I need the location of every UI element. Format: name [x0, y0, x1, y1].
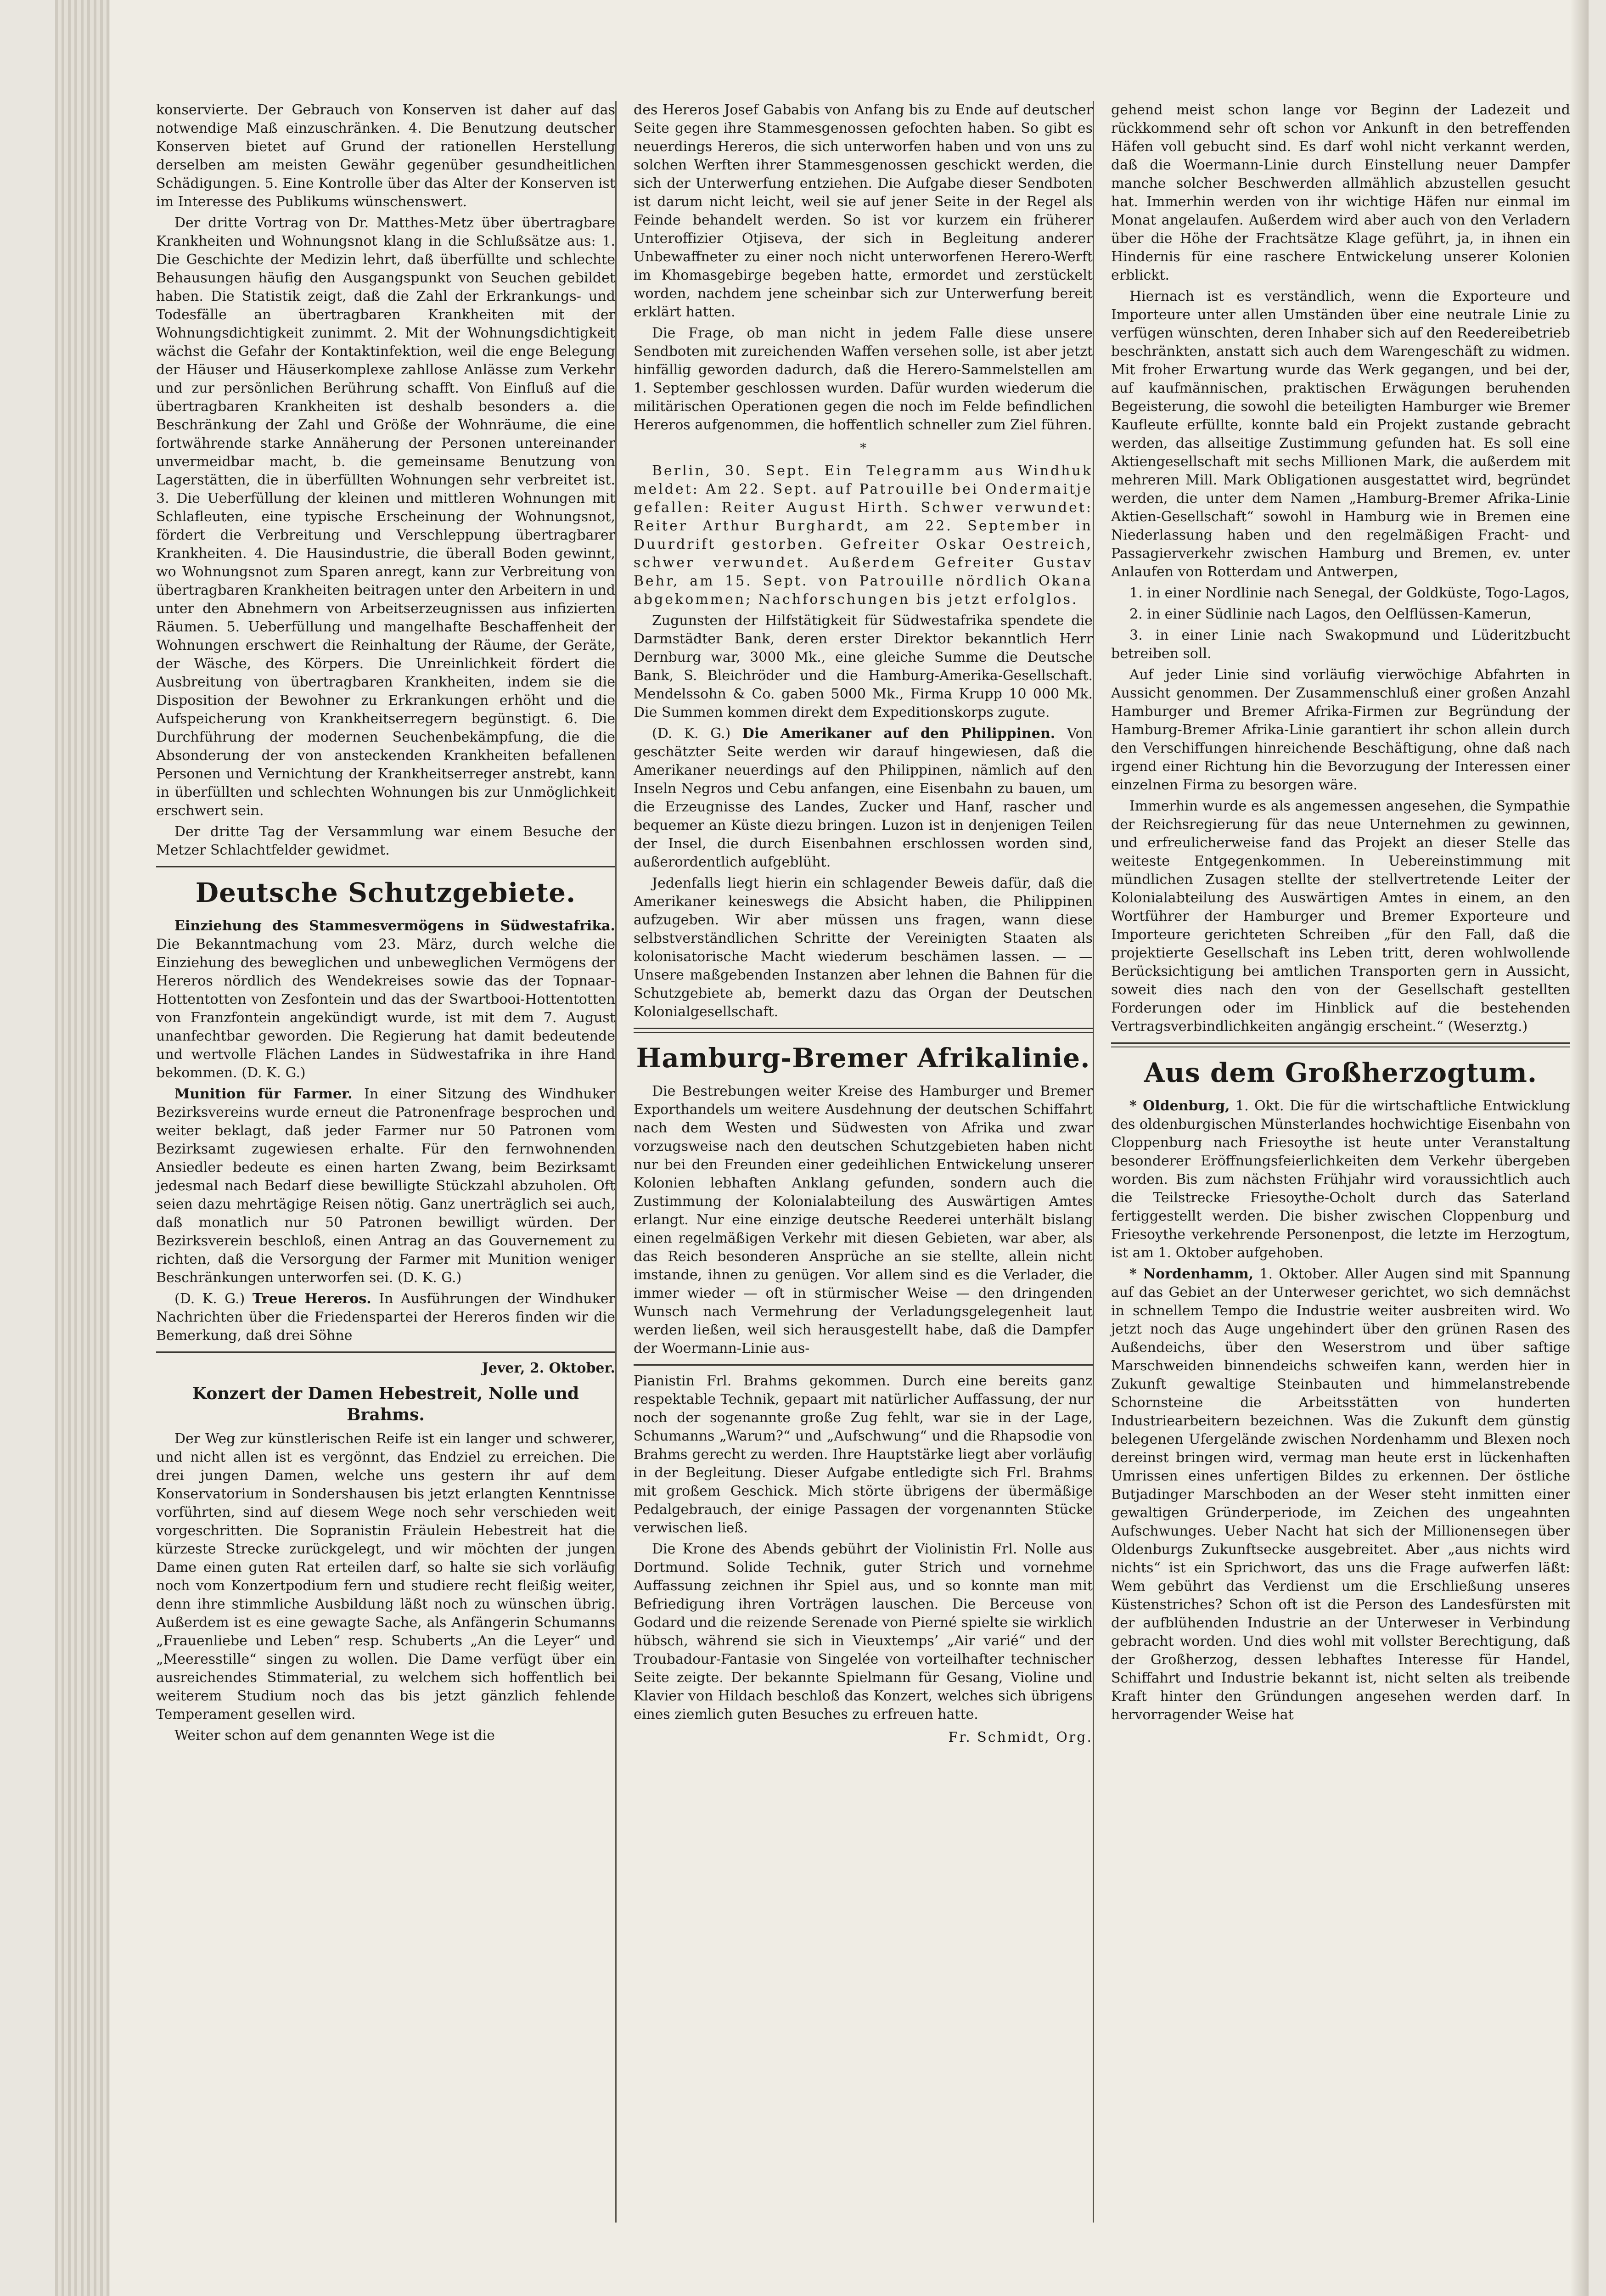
- section-rule: [634, 1028, 1093, 1033]
- section-heading: Hamburg-Bremer Afrikalinie.: [636, 1042, 1090, 1074]
- author-signature: Fr. Schmidt, Org.: [948, 1729, 1093, 1745]
- newspaper-page: [55, 0, 1589, 2296]
- article-paragraph: konservierte. Der Gebrauch von Konserven ist daher auf das notwendige Maß einzuschränken. 4. Die Benutzung deutscher Konserven bietet auf Grund der rationellen Herstellung derselben am meisten Gewähr gegenüber gesundheitlichen Schädigungen. 5. Eine Kontrolle über das Alter der Konserven ist im Interesse des Publikums wünschenswert.: [156, 102, 615, 210]
- list-item: 2. in einer Südlinie nach Lagos, den Oelflüssen-Kamerun,: [1129, 606, 1532, 622]
- page-binding: [55, 0, 110, 2296]
- item-text: In einer Sitzung des Windhuker Bezirksvereins wurde erneut die Patronenfrage besprochen und weiter beklagt, daß jeder Farmer nur 50 Patronen vom Bezirksamt zugewiesen erhalte. Für den fernwohnenden Ansiedler bedeute es einen harten Zwang, beim Bezirksamt jedesmal nach Bedarf diese bewilligte Stückzahl abzuholen. Oft seien dazu mehrtägige Reisen nötig. Ganz unerträglich sei auch, daß monatlich nur 50 Patronen bewilligt würden. Der Bezirksverein beschloß, einen Antrag an das Gouvernement zu richten, daß die Versorgung der Farmer mit Munition weniger Beschränkungen unterworfen sei. (D. K. G.): [156, 1086, 615, 1286]
- article-paragraph: des Hereros Josef Gababis von Anfang bis zu Ende auf deutscher Seite gegen ihre Stammesgenossen gefochten haben. So gibt es neuerdings Hereros, die sich unterworfen haben und von uns zu solchen Werften ihrer Stammesgenossen geschickt werden, die sich der Unterwerfung entziehen. Die Aufgabe dieser Sendboten ist darum nicht leicht, weil sie auf jener Seite in der Regel als Feinde behandelt werden. So ist vor kurzem ein früherer Unteroffizier Otjiseva, der sich in Begleitung anderer Unbewaffneter zu einer noch nicht unterworfenen Herero-Werft im Khomasgebirge begeben hatte, ermordet und zerstückelt worden, nachdem jene scheinbar sich zur Unterwerfung bereit erklärt hatten.: [634, 102, 1093, 320]
- section-rule: [1111, 1042, 1570, 1047]
- article-paragraph: Berlin, 30. Sept. Ein Telegramm aus Windhuk meldet: Am 22. Sept. auf Patrouille bei Ondermaitje gefallen: Reiter August Hirth. Schwer verwundet: Reiter Arthur Burghardt, am 22. September in Duurdrift gestorben. Gefreiter Oskar Oestreich, schwer verwundet. Außerdem Gefreiter Gustav Behr, am 15. Sept. von Patrouille nördlich Okana abgekommen; Nachforschungen bis jetzt erfolglos.: [634, 463, 1093, 608]
- section-rule: [156, 1351, 615, 1353]
- item-lead: Die Amerikaner auf den Philippinen.: [742, 726, 1056, 742]
- separator-star: *: [860, 440, 866, 456]
- section-heading: Aus dem Großherzogtum.: [1144, 1057, 1538, 1088]
- section-heading: Deutsche Schutzgebiete.: [195, 877, 576, 908]
- list-item: 1. in einer Nordlinie nach Senegal, der Goldküste, Togo-Lagos,: [1129, 585, 1570, 601]
- article-paragraph: Weiter schon auf dem genannten Wege ist die: [174, 1728, 495, 1744]
- source-tag: (D. K. G.): [174, 1291, 245, 1307]
- article-paragraph: Die Bestrebungen weiter Kreise des Hamburger und Bremer Exporthandels um weitere Ausdehnung der deutschen Schiffahrt nach dem Westen und Südwesten von Afrika und zwar vorzugsweise nach den deutschen Schutzgebieten haben nicht nur bei den Freunden einer gedeihlichen Entwickelung unserer Kolonien lebhaften Anklang gefunden, sondern auch die Zustimmung der Kolonialabteilung des Auswärtigen Amtes erlangt. Nur eine einzige deutsche Reederei unterhält bislang einen regelmäßigen Verkehr mit diesen Gebieten, war aber, als das Reich besonderen Ansprüche an sie stellte, allein nicht imstande, ihnen zu genügen. Vor allem sind es die Verlader, die immer wieder — oft in stürmischer Weise — den dringenden Wunsch nach Vermehrung der Verladungsgelegenheit laut werden ließen, weil sich herausgestellt habe, daß die Dampfer der Woermann-Linie aus-: [634, 1083, 1093, 1356]
- article-paragraph: Der dritte Tag der Versammlung war einem Besuche der Metzer Schlachtfelder gewidmet.: [156, 824, 615, 858]
- article-paragraph: Die Krone des Abends gebührt der Violinistin Frl. Nolle aus Dortmund. Solide Technik, guter Strich und vornehme Auffassung zeichnen ihr Spiel aus, und so konnte man mit Befriedigung ihren Vorträgen lauschen. Die Berceuse von Godard und die reizende Serenade von Pierné spielte sie wirklich hübsch, während sie sich in Vieuxtemps’ „Air varié“ und der Troubadour-Fantasie von Singelée von vorteilhafter technischer Seite zeigte. Der bekannte Spielmann für Gesang, Violine und Klavier von Hildach beschloß das Konzert, welches sich übrigens eines ziemlich guten Besuches zu erfreuen hatte.: [634, 1541, 1093, 1722]
- column-right: [1111, 101, 1570, 1727]
- article-paragraph: Auf jeder Linie sind vorläufig vierwöchige Abfahrten in Aussicht genommen. Der Zusammenschluß einer großen Anzahl Hamburger und Bremer Afrika-Firmen zur Begründung der Hamburg-Bremer Afrika-Linie garantiert ihr schon allein durch den Verschiffungen hinreichende Beschäftigung, ohne daß nach irgend einer Richtung hin die Bevorzugung der Interessen einer einzelnen Firma zu besorgen wäre.: [1111, 667, 1570, 793]
- column-divider: [1093, 101, 1094, 2223]
- item-text: Die Bekanntmachung vom 23. März, durch welche die Einziehung des beweglichen und unbeweglichen Vermögens der Hereros nördlich des Wendekreises sowie das der Topnaar-Hottentotten von Zesfontein und das der Swartbooi-Hottentotten von Franzfontein angekündigt wurde, ist mit dem 7. August unanfechtbar geworden. Die Regierung hat damit bedeutende und wertvolle Flächen Landes in Südwestafrika in ihre Hand bekommen. (D. K. G.): [156, 936, 615, 1081]
- article-paragraph: Die Frage, ob man nicht in jedem Falle diese unsere Sendboten mit zureichenden Waffen versehen solle, ist aber jetzt hinfällig geworden dadurch, daß die Herero-Sammelstellen am 1. September geschlossen wurden. Dafür wurden wiederum die militärischen Operationen gegen die noch im Felde befindlichen Hereros aufgenommen, die hoffentlich schneller zum Ziel führen.: [634, 325, 1093, 433]
- article-paragraph: Der Weg zur künstlerischen Reife ist ein langer und schwerer, und nicht allen ist es vergönnt, das Endziel zu erreichen. Die drei jungen Damen, welche uns gestern ihr auf dem Konservatorium in Sondershausen bis jetzt erlangten Kenntnisse vorführten, sind auf diesem Wege noch sehr verschieden weit vorgeschritten. Die Sopranistin Fräulein Hebestreit hat die kürzeste Strecke zurückgelegt, und wir möchten der jungen Dame einen guten Rat erteilen darf, so halte sie sich vorläufig noch vom Konzertpodium fern und studiere recht fleißig weiter, denn ihre stimmliche Ausbildung läßt noch zu wünschen übrig. Außerdem ist es eine gewagte Sache, als Anfängerin Schumanns „Frauenliebe und Leben“ resp. Schuberts „An die Leyer“ und „Meeresstille“ singen zu wollen. Die Dame verfügt über ein ausreichendes Stimmaterial, zu welchem sich hoffentlich bei weiterem Studium noch das bis jetzt gänzlich fehlende Temperament gesellen wird.: [156, 1431, 615, 1722]
- item-lead: * Oldenburg,: [1129, 1098, 1230, 1114]
- column-left: [156, 101, 615, 1748]
- item-text: In Ausführungen der Windhuker Nachrichten über die Friedenspartei der Hereros finden wir die Bemerkung, daß drei Söhne: [156, 1291, 615, 1344]
- article-paragraph: Hiernach ist es verständlich, wenn die Exporteure und Importeure unter allen Umständen über eine neutrale Linie zu verfügen wünschten, deren Inhaber sich auf den Reedereibetrieb beschränkten, anstatt sich auch dem Warengeschäft zu widmen. Mit froher Erwartung wurde das Werk gegangen, und bei der, auf kaufmännischen, praktischen Erwägungen beruhenden Begeisterung, die sowohl die beteiligten Hamburger wie Bremer Kaufleute erfüllte, konnte bald ein Projekt zustande gebracht werden, das allseitige Zustimmung gefunden hat. Es soll eine Aktiengesellschaft mit sechs Millionen Mark, die außerdem mit mehreren Mill. Mark Obligationen ausgestattet wird, begründet werden, die unter dem Namen „Hamburg-Bremer Afrika-Linie Aktien-Gesellschaft“ sowohl in Hamburg wie in Bremen eine Niederlassung haben und den regelmäßigen Fracht- und Passagierverkehr zwischen Hamburg und Bremen, ev. unter Anlaufen von Rotterdam und Antwerpen,: [1111, 288, 1570, 580]
- source-tag: (D. K. G.): [652, 726, 731, 742]
- column-middle: [634, 101, 1093, 1747]
- article-paragraph: Jedenfalls liegt hierin ein schlagender Beweis dafür, daß die Amerikaner keineswegs die Absicht haben, die Philippinen aufzugeben. Wir aber müssen uns fragen, wann diese selbstverständlichen Schritte der Vereinigten Staaten als kolonisatorische Macht wiederum beschämen lassen. — — Unsere maßgebenden Instanzen aber lehnen die Bahnen für die Schutzgebiete ab, bemerkt dazu das Organ der Deutschen Kolonialgesellschaft.: [634, 875, 1093, 1020]
- section-rule: [156, 866, 615, 867]
- item-lead: Treue Hereros.: [252, 1291, 371, 1307]
- article-paragraph: Der dritte Vortrag von Dr. Matthes-Metz über übertragbare Krankheiten und Wohnungsnot klang in die Schlußsätze aus: 1. Die Geschichte der Medizin lehrt, daß überfüllte und schlechte Behausungen häufig den Ausgangspunkt von Seuchen gebildet haben. Die Statistik zeigt, daß die Zahl der Erkrankungs- und Todesfälle an übertragbaren Krankheiten mit der Wohnungsdichtigkeit zunimmt. 2. Mit der Wohnungsdichtigkeit wächst die Gefahr der Kontaktinfektion, weil die enge Belegung der Häuser und Häuserkomplexe zahllose Anlässe zum Verkehr und zur persönlichen Berührung schafft. Von Einfluß auf die übertragbaren Krankheiten ist deshalb besonders a. die Beschränkung der Zahl und Größe der Wohnräume, die eine fortwährende starke Annäherung der Personen untereinander unvermeidbar macht, b. die gemeinsame Benutzung von Lagerstätten, die in überfüllten Wohnungen sehr verbreitet ist. 3. Die Ueberfüllung der kleinen und mittleren Wohnungen mit Schlafleuten, eine typische Erscheinung der Wohnungsnot, fördert die Verbreitung und Verschleppung übertragbarer Krankheiten. 4. Die Hausindustrie, die überall Boden gewinnt, wo Wohnungsnot zum Sparen anregt, kann zur Verbreitung von übertragbaren Krankheiten beitragen unter den Arbeitern in und unter den Abnehmern von Arbeitserzeugnissen aus infizierten Räumen. 5. Ueberfüllung und mangelhafte Beschaffenheit der Wohnungen erschwert die Reinhaltung der Räume, der Geräte, der Wäsche, des Körpers. Die Unreinlichkeit fördert die Ausbreitung von übertragbaren Krankheiten, indem sie die Disposition der Bewohner zu Erkrankungen erhöht und die Aufspeicherung von Krankheitserregern begünstigt. 6. Die Durchführung der modernen Seuchenbekämpfung, die die Absonderung der von ansteckenden Krankheiten befallenen Personen und Vernichtung der Krankheitserreger anstrebt, kann in überfüllten und schlechten Wohnungen bis zur Unmöglichkeit erschwert sein.: [156, 215, 615, 819]
- item-lead: Einziehung des Stammesvermögens in Südwestafrika.: [174, 918, 615, 934]
- article-paragraph: gehend meist schon lange vor Beginn der Ladezeit und rückkommend sehr oft schon vor Ankunft in den betreffenden Häfen voll gebucht sind. Es darf wohl nicht verkannt werden, daß die Woermann-Linie durch Einstellung neuer Dampfer manche solcher Beschwerden allmählich abzustellen gesucht hat. Immerhin werden von ihr wichtige Häfen nur einmal im Monat angelaufen. Außerdem wird aber auch von den Verladern über die Höhe der Frachtsätze Klage geführt, ja, in ihnen ein Hindernis für eine raschere Entwickelung unserer Kolonien erblickt.: [1111, 102, 1570, 283]
- item-text: Von geschätzter Seite werden wir darauf hingewiesen, daß die Amerikaner neuerdings auf den Philippinen, nämlich auf den Inseln Negros und Cebu anfangen, eine Eisenbahn zu bauen, um die Erzeugnisse des Landes, Zucker und Hanf, rascher und bequemer an Küste diezu bringen. Luzon ist in denjenigen Teilen der Insel, die durch Eisenbahnen erschlossen worden sind, außerordentlich aufgeblüht.: [634, 726, 1093, 870]
- article-heading: Konzert der Damen Hebestreit, Nolle und Brahms.: [192, 1384, 579, 1424]
- list-item: 3. in einer Linie nach Swakopmund und Lüderitzbucht betreiben soll.: [1111, 627, 1570, 662]
- item-lead: Munition für Farmer.: [174, 1086, 353, 1102]
- article-paragraph: Immerhin wurde es als angemessen angesehen, die Sympathie der Reichsregierung für das neue Unternehmen zu gewinnen, und erfreulicherweise fand das Projekt an dieser Stelle das weiteste Entgegenkommen. In Uebereinstimmung mit mündlichen Zusagen stellte der stellvertretende Leiter der Kolonialabteilung des Auswärtigen Amtes in einem, an den Wortführer der Hamburger und Bremer Exporteure und Importeure gerichteten Schreiben „für den Fall, daß die projektierte Gesellschaft ins Leben tritt, deren wohlwollende Berücksichtigung bei amtlichen Transporten gern in Aussicht, soweit dies nach den von der Gesellschaft gestellten Forderungen oder im Hinblick auf die bestehenden Vertragsverbindlichkeiten angängig erscheint.“ (Weserztg.): [1111, 798, 1570, 1035]
- column-divider: [615, 101, 617, 2223]
- item-lead: * Nordenhamm,: [1129, 1266, 1254, 1282]
- article-paragraph: Pianistin Frl. Brahms gekommen. Durch eine bereits ganz respektable Technik, gepaart mit natürlicher Auffassung, der nur noch der sogenannte große Zug fehlt, war sie in der Lage, Schumanns „Warum?“ und „Aufschwung“ und die Rhapsodie von Brahms gerecht zu werden. Ihre Hauptstärke liegt aber vorläufig in der Begleitung. Dieser Aufgabe entledigte sich Frl. Brahms mit großem Geschick. Mich störte übrigens der übermäßige Pedalgebrauch, der einige Passagen der vorgenannten Stücke verwischen ließ.: [634, 1373, 1093, 1536]
- item-text: 1. Oktober. Aller Augen sind mit Spannung auf das Gebiet an der Unterweser gerichtet, wo sich demnächst in schnellem Tempo die Industrie weiter ausbreiten wird. Wo jetzt noch das Auge ungehindert über den grünen Rasen des Außendeichs, über den Weserstrom und über saftige Marschweiden binnendeichs schweifen kann, werden hier in Zukunft gewaltige Steinbauten und himmelanstrebende Schornsteine die Arbeitsstätten von hunderten Industriearbeitern bezeichnen. Was die Zukunft dem günstig belegenen Ufergelände zwischen Nordenhamm und Blexen noch dereinst bringen wird, vermag man heute erst in lückenhaften Umrissen eines unfertigen Bildes zu erkennen. Der östliche Butjadinger Marschboden an der Weser steht inmitten einer gewaltigen Gründerperiode, im Zeichen des ungeahnten Aufschwunges. Ueber Nacht hat sich der Millionensegen über Oldenburgs Zukunftsecke ausgebreitet. Aber „aus nichts wird nichts“ ist ein Sprichwort, das uns die Frage aufwerfen läßt: Wem gebührt das Verdienst um die Erschließung unseres Küstenstriches? Schon oft ist die Person des Landesfürsten mit der aufblühenden Industrie an der Unterweser in Verbindung gebracht worden. Und dies wohl mit vollster Berechtigung, daß der Großherzog, dessen lebhaftes Interesse für Handel, Schiffahrt und Industrie bekannt ist, nicht selten als treibende Kraft hinter den Gründungen angesehen werden darf. In hervorragender Weise hat: [1111, 1266, 1570, 1723]
- article-paragraph: Zugunsten der Hilfstätigkeit für Südwestafrika spendete die Darmstädter Bank, deren erster Direktor bekanntlich Herr Dernburg war, 3000 Mk., eine gleiche Summe die Deutsche Bank, S. Bleichröder und die Hamburg-Amerika-Gesellschaft. Mendelssohn & Co. gaben 5000 Mk., Firma Krupp 10 000 Mk. Die Summen kommen direkt dem Expeditionskorps zugute.: [634, 613, 1093, 720]
- item-text: 1. Okt. Die für die wirtschaftliche Entwicklung des oldenburgischen Münsterlandes hochwichtige Eisenbahn von Cloppenburg nach Friesoythe ist heute unter Veranstaltung besonderer Eröffnungsfeierlichkeiten dem Verkehr übergeben worden. Bis zum nächsten Frühjahr wird voraussichtlich auch die Teilstrecke Friesoythe-Ocholt durch das Saterland fertiggestellt werden. Die bisher zwischen Cloppenburg und Friesoythe verkehrende Personenpost, die letzte im Herzogtum, ist am 1. Oktober aufgehoben.: [1111, 1098, 1570, 1261]
- section-rule: [634, 1364, 1093, 1366]
- dateline: Jever, 2. Oktober.: [482, 1360, 615, 1376]
- page-edge: [1570, 0, 1589, 2296]
